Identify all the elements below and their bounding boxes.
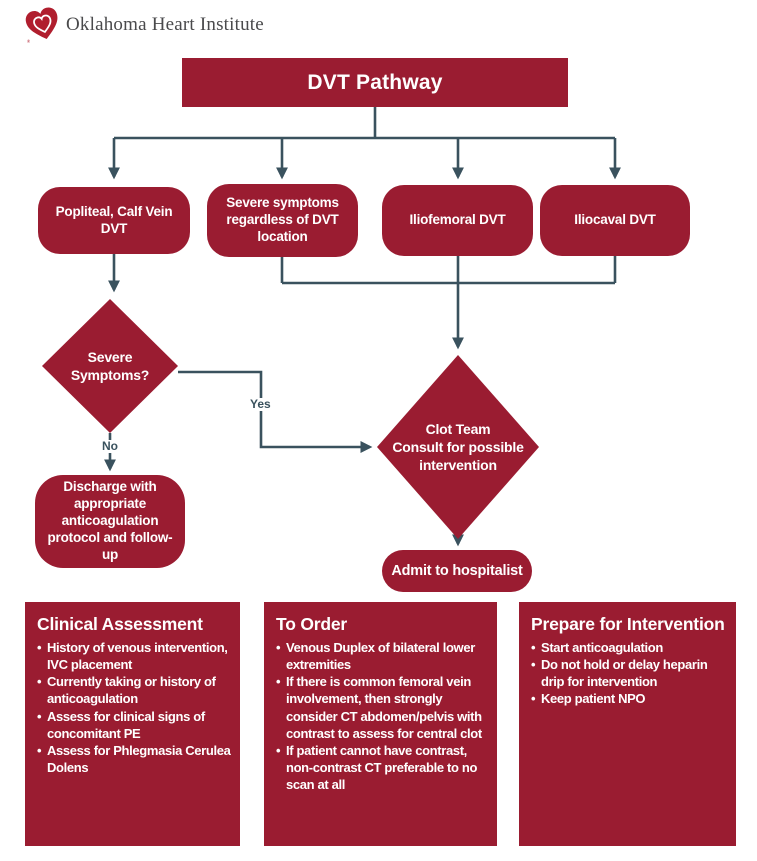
decision-severe-symptoms [42, 299, 178, 433]
bullet-text: If patient cannot have contrast, non-contrast CT preferable to no scan at all [286, 742, 478, 793]
admit-label: Admit to hospitalist [391, 563, 523, 579]
bullet-dot: • [531, 657, 536, 673]
pathway-title-label: DVT Pathway [307, 70, 443, 94]
bullet-item [37, 673, 232, 707]
pathway-title [182, 58, 568, 107]
clot-team-line: Consult for possible [392, 438, 524, 455]
yes-edge-label: Yes [247, 398, 274, 411]
bullet-dot: • [37, 742, 42, 758]
decision-line: Severe [87, 348, 133, 365]
bullet-text: Do not hold or delay heparin drip for intervention [541, 657, 708, 690]
registered-mark: ® [27, 39, 31, 44]
bullet-dot: • [37, 674, 42, 690]
branch-label: Iliofemoral DVT [409, 212, 506, 228]
bullet-dot: • [37, 640, 42, 655]
branch-label: Severe symptoms regardless of DVT location [226, 195, 339, 244]
bullet-item [276, 639, 489, 673]
bullet-text: If there is common femoral vein involvement, then strongly consider CT abdomen/pelvis with contrast to assess for central clot [286, 674, 482, 741]
bullet-item [531, 639, 728, 656]
no-edge-label: No [99, 440, 121, 453]
bullet-dot: • [276, 674, 281, 690]
discharge-label: Discharge with appropriate anticoagulation protocol and follow-up [47, 479, 173, 562]
bullet-text: Start anticoagulation [541, 640, 663, 655]
connector-yes-path [178, 372, 370, 447]
brand-logo [24, 6, 264, 44]
admit-to-hospitalist-node [382, 550, 532, 592]
bullet-text: Currently taking or history of anticoagulation [47, 674, 216, 707]
bullet-item [276, 673, 489, 742]
bullet-text: Assess for clinical signs of concomitant PE [47, 708, 205, 741]
branch-severe-symptoms-any-location [207, 184, 358, 257]
brand-name: Oklahoma Heart Institute [66, 14, 264, 35]
clot-team-consult-node [377, 355, 539, 539]
bullet-dot: • [276, 742, 281, 758]
bullet-dot: • [531, 691, 536, 707]
panel-title: Prepare for Intervention [531, 614, 725, 634]
panel-clinical-assessment [25, 602, 240, 846]
branch-iliofemoral-dvt [382, 185, 533, 256]
clot-team-line: Clot Team [425, 420, 491, 437]
bullet-item [37, 708, 232, 742]
bullet-item [37, 639, 232, 673]
bullet-dot: • [531, 640, 536, 655]
bullet-item [531, 690, 728, 707]
bullet-text: Venous Duplex of bilateral lower extremities [286, 640, 475, 673]
panel-prepare-for-intervention [519, 602, 736, 846]
branch-label: Iliocaval DVT [574, 212, 656, 228]
bullet-dot: • [37, 708, 42, 724]
heart-logo-icon [24, 6, 62, 44]
decision-line: Symptoms? [70, 367, 150, 383]
branch-label: Popliteal, Calf Vein DVT [55, 203, 173, 236]
panel-title: Clinical Assessment [37, 614, 203, 634]
branch-iliocaval-dvt [540, 185, 690, 256]
bullet-item [37, 742, 232, 776]
panel-to-order [264, 602, 497, 846]
bullet-text: Assess for Phlegmasia Cerulea Dolens [47, 742, 231, 776]
bullet-item [531, 656, 728, 690]
bullet-text: Keep patient NPO [541, 691, 646, 707]
clot-team-line: intervention [419, 457, 497, 474]
bullet-item [276, 742, 489, 793]
discharge-node [35, 475, 185, 568]
bullet-dot: • [276, 640, 281, 655]
panel-title: To Order [276, 614, 347, 634]
bullet-text: History of venous intervention, IVC placement [47, 640, 228, 673]
branch-popliteal-calf-vein-dvt [38, 187, 190, 254]
